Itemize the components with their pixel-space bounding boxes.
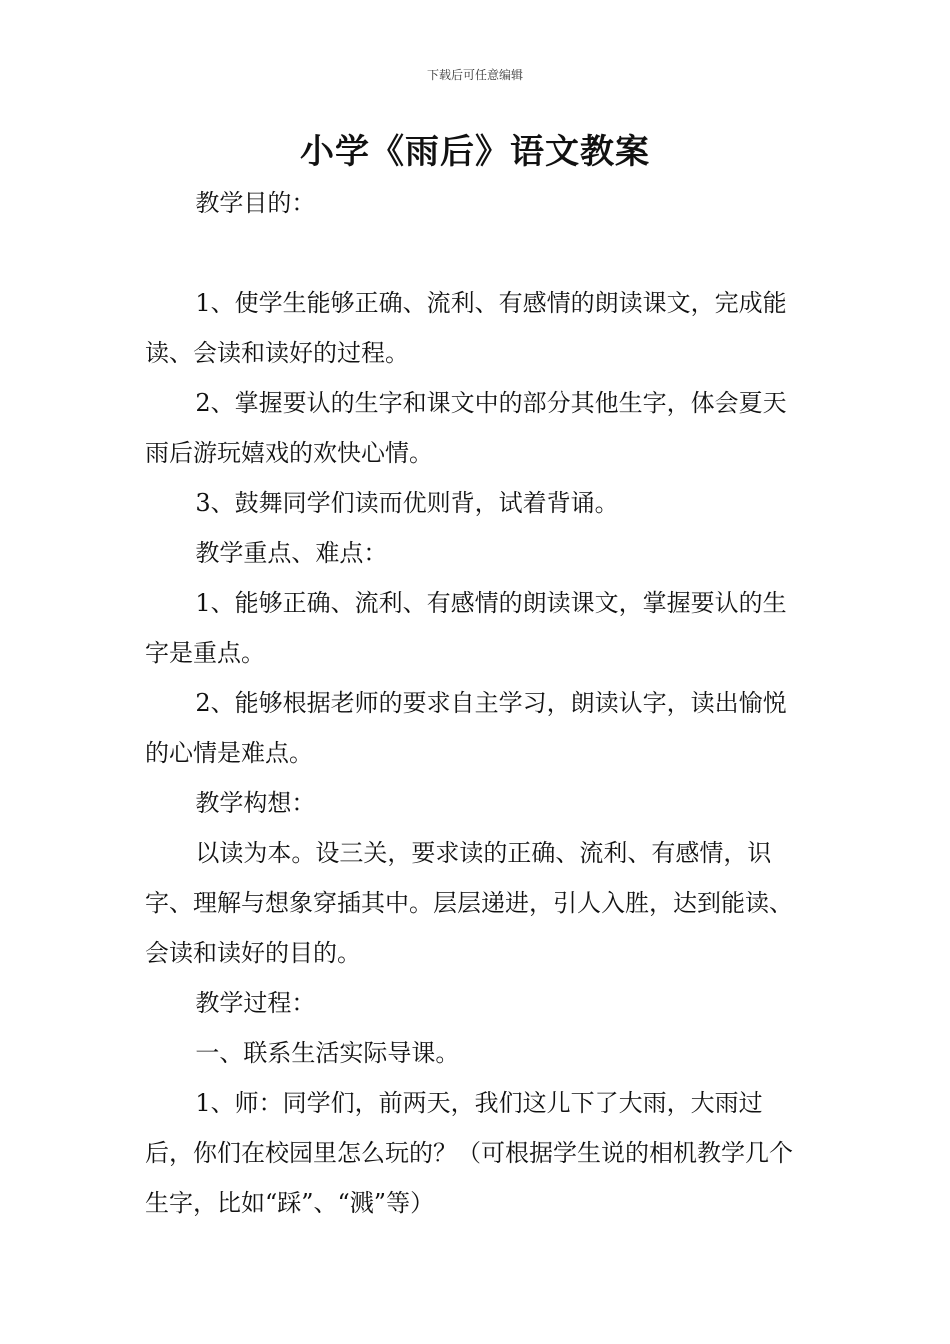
- paragraph: 1、师：同学们，前两天，我们这儿下了大雨，大雨过后，你们在校园里怎么玩的？（可根据学生说的相机教学几个生字，比如“踩”、“溅”等）: [145, 1089, 793, 1217]
- paragraph: 3、鼓舞同学们读而优则背，试着背诵。: [195, 489, 619, 517]
- paragraph: 2、能够根据老师的要求自主学习，朗读认字，读出愉悦的心情是难点。: [145, 689, 787, 767]
- paragraph: 1、使学生能够正确、流利、有感情的朗读课文，完成能读、会读和读好的过程。: [145, 289, 787, 367]
- section-heading-key-points: 教学重点、难点：: [195, 539, 388, 567]
- section-heading-process: 教学过程：: [195, 989, 316, 1017]
- section-heading-concept: 教学构想：: [195, 789, 316, 817]
- document-body: [145, 178, 807, 1228]
- paragraph: 一、联系生活实际导课。: [195, 1039, 460, 1067]
- paragraph: 1、能够正确、流利、有感情的朗读课文，掌握要认的生字是重点。: [145, 589, 787, 667]
- paragraph: 2、掌握要认的生字和课文中的部分其他生字，体会夏天雨后游玩嬉戏的欢快心情。: [145, 389, 787, 467]
- document-title: 小学《雨后》语文教案: [300, 132, 650, 172]
- section-heading-objectives: 教学目的：: [195, 189, 316, 217]
- paragraph: 以读为本。设三关，要求读的正确、流利、有感情，识字、理解与想象穿插其中。层层递进，引人入胜，达到能读、会读和读好的目的。: [145, 839, 793, 967]
- header-note: 下载后可任意编辑: [426, 68, 523, 82]
